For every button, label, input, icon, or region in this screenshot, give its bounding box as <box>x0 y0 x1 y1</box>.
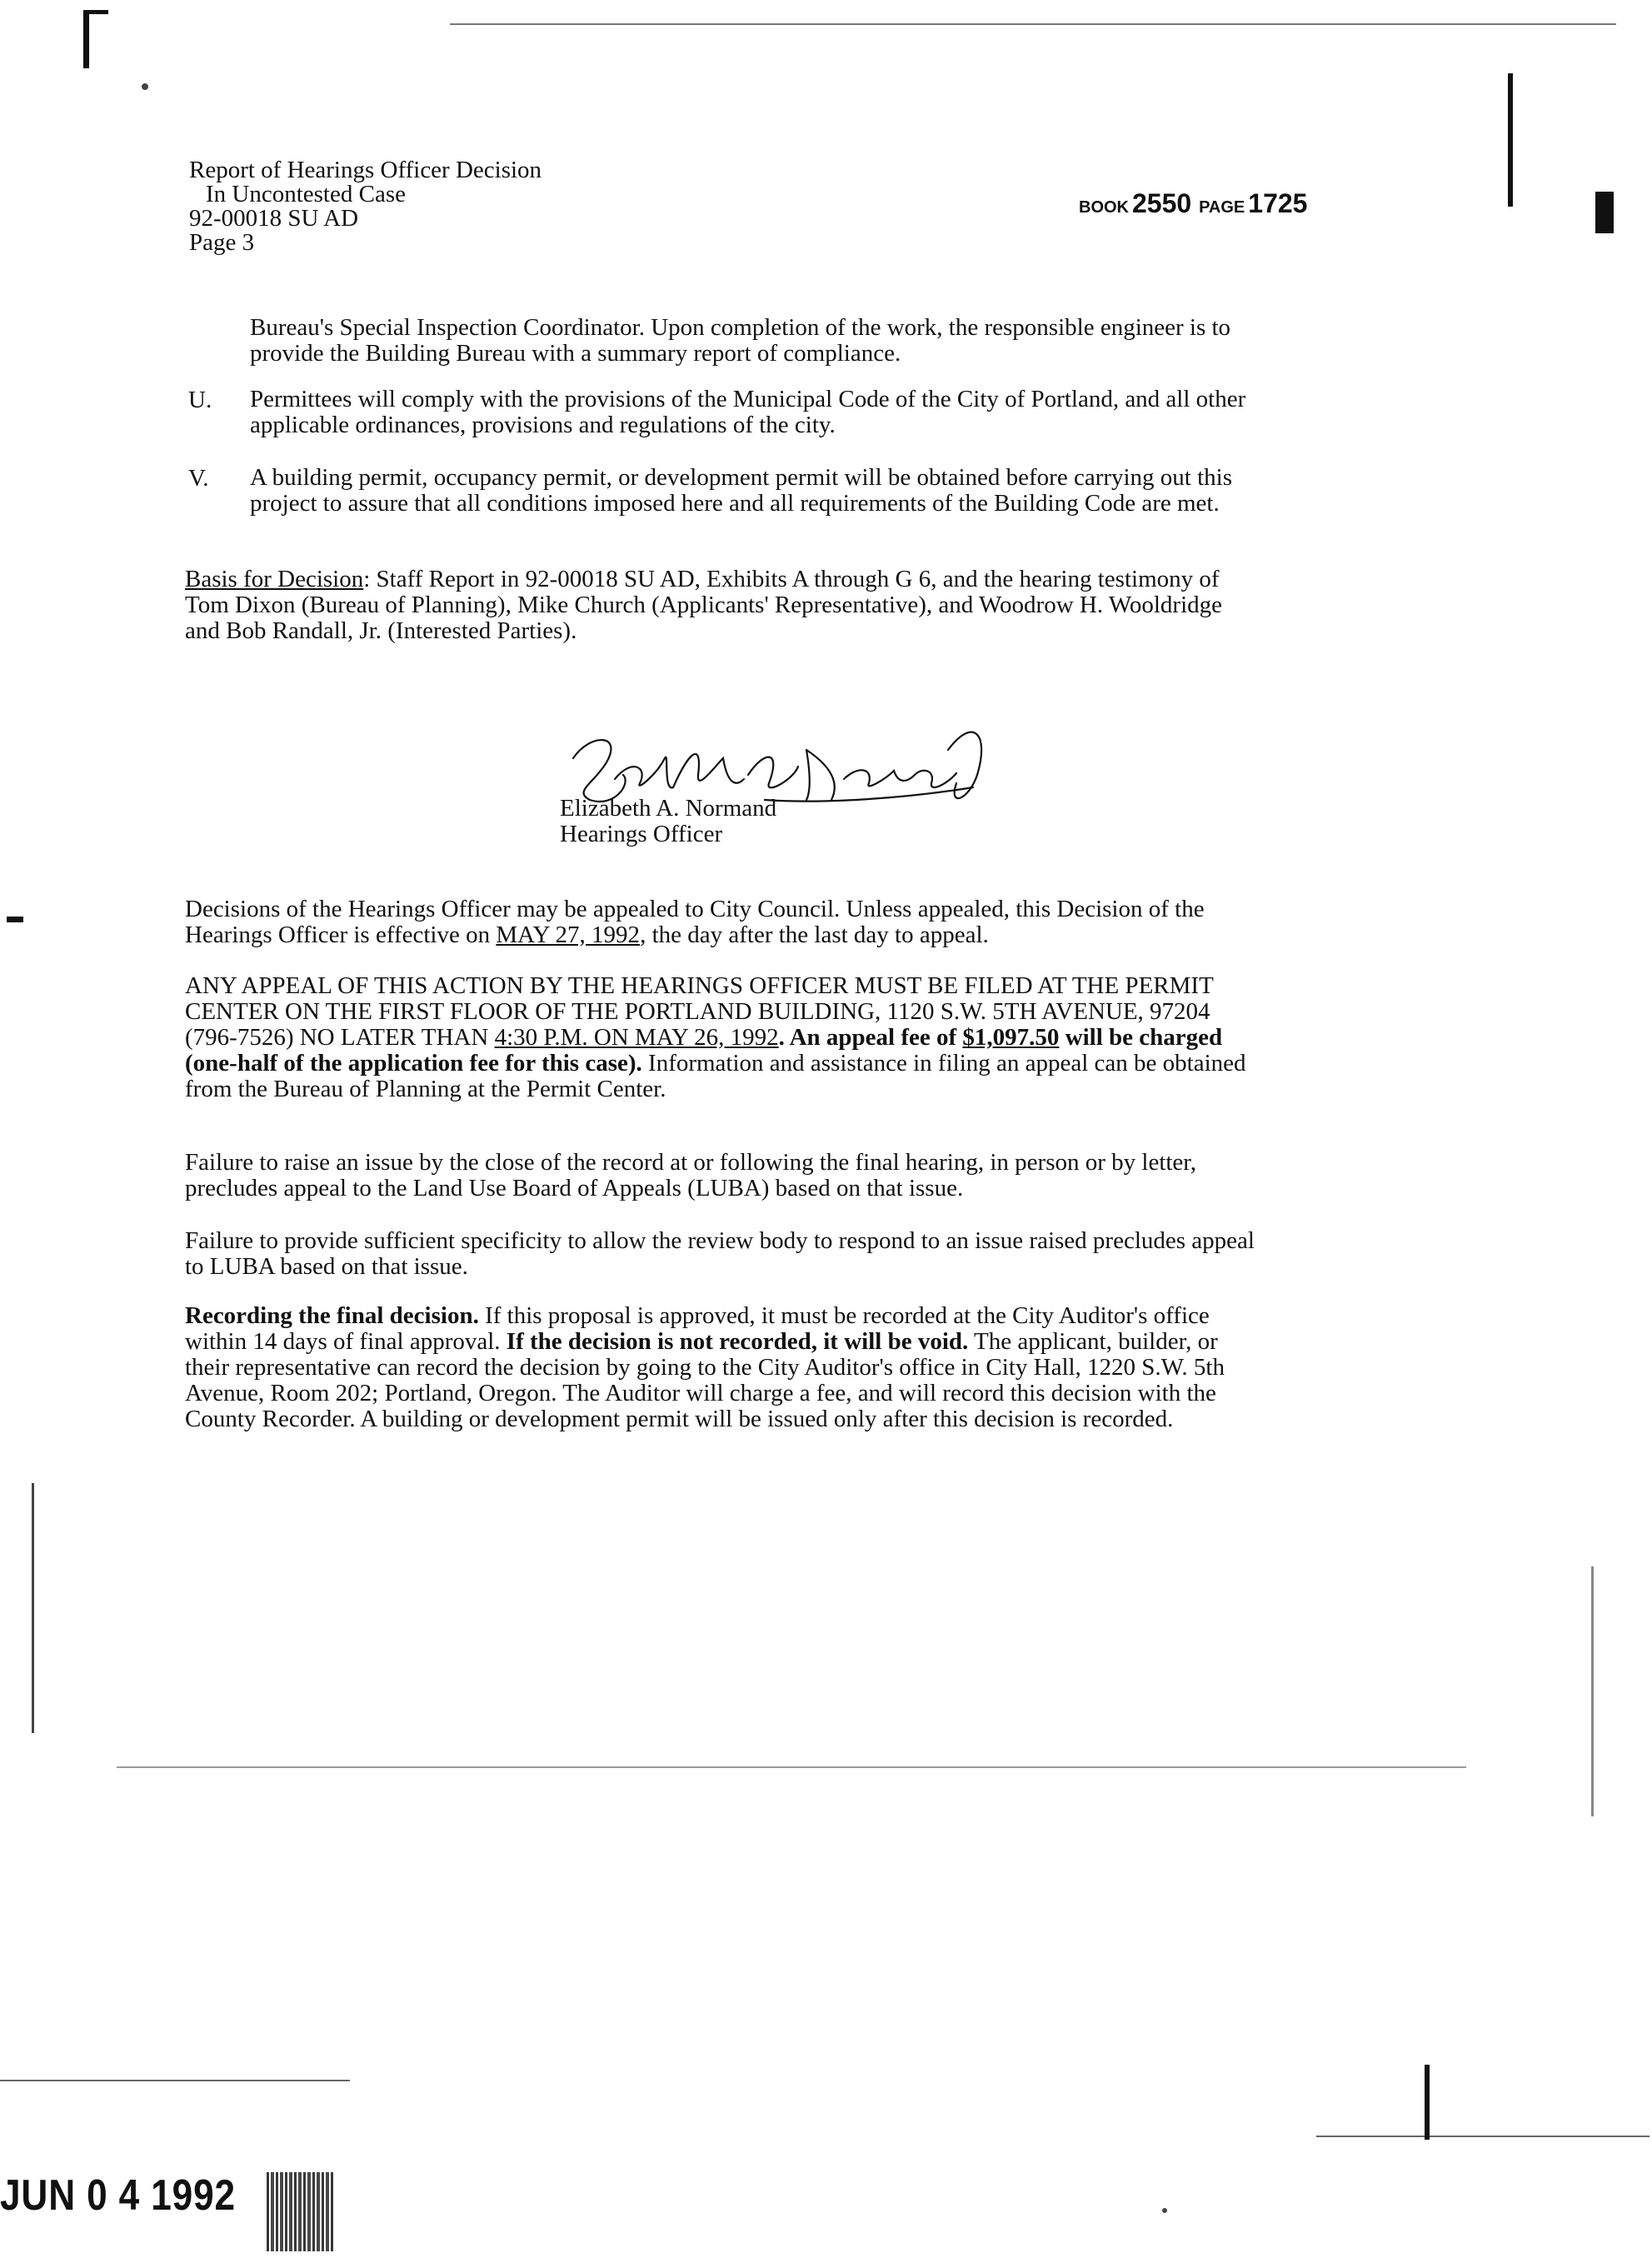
basis-for-decision <box>185 567 1251 644</box>
condition-continuation: Bureau's Special Inspection Coordinator. Upon completion of the work, the responsible engineer is to provide the Building Bureau with a summary report of compliance. <box>250 314 1231 367</box>
recording-text-a: If this proposal is approved, it must be recorded at the City Auditor's office within 14 days of final approval. <box>185 1302 1210 1355</box>
book-page-reference <box>1079 188 1307 219</box>
received-date-stamp: JUN 0 4 1992 <box>0 2171 236 2220</box>
appeal-fee: $1,097.50 <box>962 1024 1060 1051</box>
recording-void-warning: If the decision is not recorded, it will be void. <box>506 1328 969 1355</box>
scan-mark-top-left <box>83 10 89 68</box>
appeal-info: Information and assistance in filing an appeal can be obtained from the Bureau of Planning at the Permit Center. <box>185 1050 1246 1102</box>
document-header <box>189 158 542 255</box>
appeal-p2-before: ANY APPEAL OF THIS ACTION BY THE HEARINGS OFFICER MUST BE FILED AT THE PERMIT CENTER ON THE FIRST FLOOR OF THE PORTLAND BUILDING, 1120 S.W. 5TH AVENUE, 97204 (796-7526) NO LATER THAN <box>185 972 1214 1051</box>
recording-label: Recording the final decision. <box>185 1302 479 1329</box>
scan-divider-line <box>117 1766 1466 1768</box>
condition-u-text: Permittees will comply with the provisions of the Municipal Code of the City of Portland, and all other applicable ordinances, provisions and regulations of the city. <box>250 386 1246 438</box>
recording-text-b: The applicant, builder, or their representative can record the decision by going to the City Auditor's office in City Hall, 1220 S.W. 5th Avenue, Room 202; Portland, Oregon. The Auditor will charge a fee, and will record this decision with the County Recorder. A building or development permit will be issued only after this decision is recorded. <box>185 1328 1225 1432</box>
condition-letter: V. <box>188 465 209 492</box>
scan-mark-left-tick <box>7 917 23 922</box>
scan-speck <box>142 83 148 90</box>
scan-mark-left-vertical <box>32 1483 34 1733</box>
scan-mark-right-corner <box>1595 192 1614 233</box>
basis-label: Basis for Decision <box>185 566 364 592</box>
scan-mark-top-left-bar <box>83 10 108 14</box>
failure-to-raise-paragraph: Failure to raise an issue by the close of the record at or following the final hearing, in person or by letter, precludes appeal to the Land Use Board of Appeals (LUBA) based on that issue. <box>185 1149 1197 1201</box>
case-number: 92-00018 SU AD <box>189 205 359 232</box>
appeal-fee-after: will be charged (one-half of the application fee for this case). <box>185 1024 1223 1077</box>
failure-specificity-paragraph: Failure to provide sufficient specificity to allow the review body to respond to an issue raised precludes appeal to LUBA based on that issue. <box>185 1227 1255 1280</box>
basis-text: : Staff Report in 92-00018 SU AD, Exhibits A through G 6, and the hearing testimony of Tom Dixon (Bureau of Planning), Mike Church (Applicants' Representative), and Woodrow H. Wooldridge and Bob Randall, Jr. (Interested Parties). <box>185 566 1223 644</box>
appeal-filing-paragraph <box>185 973 1268 1102</box>
scan-mark-right-vertical <box>1508 73 1513 207</box>
page-number: Page 3 <box>189 229 255 256</box>
report-title: Report of Hearings Officer Decision <box>189 157 542 183</box>
scan-bottom-line <box>0 2080 350 2081</box>
book-label: BOOK <box>1079 198 1129 217</box>
signer-title: Hearings Officer <box>560 821 723 847</box>
effective-date: MAY 27, 1992 <box>496 922 641 948</box>
scan-speck <box>1162 2208 1167 2213</box>
page-label: PAGE <box>1199 198 1245 217</box>
stamp-mark <box>267 2172 333 2251</box>
scan-bottom-right-line <box>1316 2136 1650 2137</box>
report-subtitle: In Uncontested Case <box>206 181 406 207</box>
scan-edge-top-line <box>450 23 1616 25</box>
scan-edge-right-line <box>1591 1566 1594 1816</box>
book-number: 2550 <box>1132 188 1192 218</box>
appeal-effective-paragraph <box>185 897 1268 948</box>
condition-v-text: A building permit, occupancy permit, or development permit will be obtained before carrying out this project to assure that all conditions imposed here and all requirements of the Building Code are met. <box>250 464 1233 517</box>
signer-name: Elizabeth A. Normand <box>560 795 777 822</box>
appeal-fee-before: . An appeal fee of <box>778 1024 963 1051</box>
scan-bottom-right-vertical <box>1425 2065 1430 2140</box>
appeal-p1-after: , the day after the last day to appeal. <box>640 922 989 948</box>
condition-letter: U. <box>188 387 212 413</box>
recorded-page-number: 1725 <box>1248 188 1308 218</box>
appeal-deadline: 4:30 P.M. ON MAY 26, 1992 <box>494 1024 779 1051</box>
recording-paragraph <box>185 1303 1268 1432</box>
appeal-p1-before: Decisions of the Hearings Officer may be appealed to City Council. Unless appealed, this Decision of the Hearings Officer is effective on <box>185 896 1205 948</box>
